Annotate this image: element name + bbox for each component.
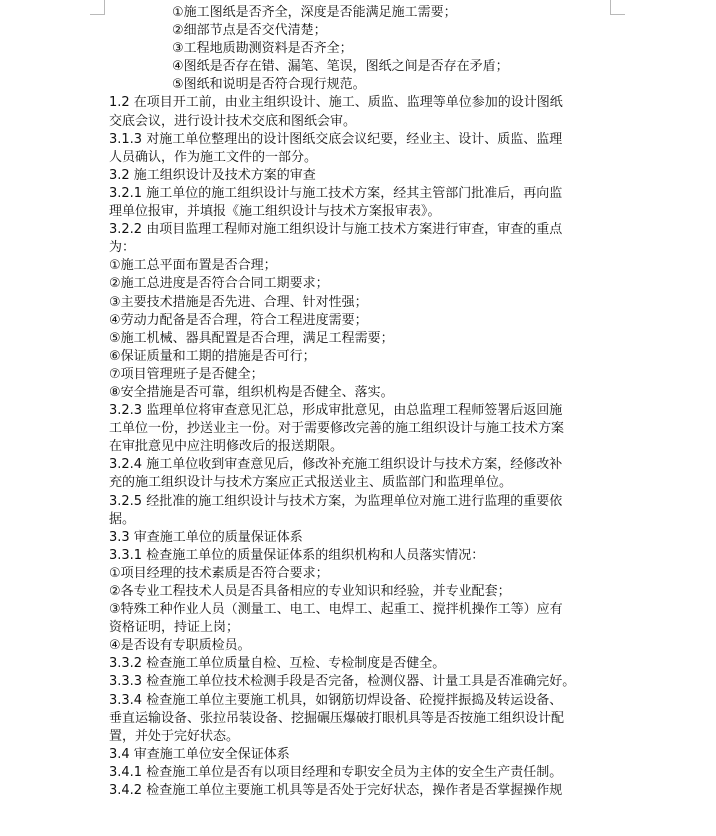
text-line: ④劳动力配备是否合理，符合工程进度需要； — [109, 312, 368, 328]
text-line: ③主要技术措施是否先进、合理、针对性强； — [109, 294, 368, 310]
text-line: ⑤施工机械、器具配置是否合理，满足工程需要； — [109, 330, 394, 346]
text-line: 在审批意见中应注明修改后的报送期限。 — [109, 439, 344, 455]
document-body — [109, 4, 609, 800]
text-line: 资格证明，持证上岗； — [109, 620, 240, 636]
text-line: 3.2.3 监理单位将审查意见汇总，形成审批意见，由总监理工程师签署后返回施 — [109, 403, 563, 419]
text-line: 为： — [109, 240, 136, 256]
text-line: ⑥保证质量和工期的措施是否可行； — [109, 348, 316, 364]
text-line: ④图纸是否存在错、漏笔、笔误，图纸之间是否存在矛盾； — [172, 59, 509, 75]
text-line: 3.2.5 经批准的施工组织设计与技术方案，为监理单位对施工进行监理的重要依 — [109, 493, 563, 509]
text-line: ⑧安全措施是否可靠，组织机构是否健全、落实。 — [109, 384, 394, 400]
text-line: 3.4.2 检查施工单位主要施工机具等是否处于完好状态，操作者是否掌握操作规 — [109, 783, 563, 799]
text-line: 3.3 审查施工单位的质量保证体系 — [109, 529, 303, 545]
margin-corner-mark-right — [610, 0, 625, 15]
text-line: 置，并处于完好状态。 — [109, 728, 240, 744]
text-line: ②施工总进度是否符合合同工期要求； — [109, 276, 329, 292]
text-line: 3.3.2 检查施工单位质量自检、互检、专检制度是否健全。 — [109, 656, 446, 672]
text-line: ①施工图纸是否齐全，深度是否能满足施工需要； — [172, 5, 457, 20]
text-line: 3.2.2 由项目监理工程师对施工组织设计与施工技术方案进行审查，审查的重点 — [109, 222, 563, 238]
text-line: ②细部节点是否交代清楚； — [172, 23, 327, 39]
text-line: 人员确认，作为施工文件的一部分。 — [109, 149, 318, 165]
text-line: 理单位报审，并填报《施工组织设计与技术方案报审表》。 — [109, 204, 441, 220]
text-line: 3.4.1 检查施工单位是否有以项目经理和专职安全员为主体的安全生产责任制。 — [109, 764, 563, 780]
text-line: 据。 — [109, 511, 136, 527]
text-line: 垂直运输设备、张拉吊装设备、挖掘碾压爆破打眼机具等是否按施工组织设计配 — [109, 710, 565, 726]
text-line: ①项目经理的技术素质是否符合要求； — [109, 565, 329, 581]
text-line: 3.2 施工组织设计及技术方案的审查 — [109, 167, 316, 183]
margin-corner-mark-left — [90, 0, 105, 15]
text-line: 3.3.1 检查施工单位的质量保证体系的组织机构和人员落实情况： — [109, 547, 485, 563]
text-line: ⑤图纸和说明是否符合现行规范。 — [172, 77, 366, 93]
text-line: ⑦项目管理班子是否健全； — [109, 366, 264, 382]
text-line: ②各专业工程技术人员是否具备相应的专业知识和经验，并专业配套； — [109, 584, 511, 599]
text-line: 3.4 审查施工单位安全保证体系 — [109, 746, 290, 762]
text-line: ④是否设有专职质检员。 — [109, 638, 251, 654]
text-line: ③特殊工种作业人员（测量工、电工、电焊工、起重工、搅拌机操作工等）应有 — [109, 602, 563, 618]
text-line: ①施工总平面布置是否合理； — [109, 258, 277, 274]
text-line: ③工程地质勘测资料是否齐全； — [172, 41, 353, 57]
text-line: 充的施工组织设计与技术方案应正式报送业主、质监部门和监理单位。 — [109, 475, 513, 491]
text-line: 3.2.1 施工单位的施工组织设计与施工技术方案，经其主管部门批准后，再向监 — [109, 185, 563, 201]
text-line: 3.3.4 检查施工单位主要施工机具，如钢筋切焊设备、砼搅拌振捣及转运设备、 — [109, 692, 563, 708]
text-line: 工单位一份，抄送业主一份。对于需要修改完善的施工组织设计与施工技术方案 — [109, 421, 565, 437]
text-line: 1.2 在项目开工前，由业主组织设计、施工、质监、监理等单位参加的设计图纸 — [109, 95, 563, 111]
text-line: 3.3.3 检查施工单位技术检测手段是否完备，检测仪器、计量工具是否准确完好。 — [109, 674, 576, 690]
text-line: 交底会议，进行设计技术交底和图纸会审。 — [109, 113, 357, 129]
text-line: 3.2.4 施工单位收到审查意见后，修改补充施工组织设计与技术方案，经修改补 — [109, 457, 563, 473]
text-line: 3.1.3 对施工单位整理出的设计图纸交底会议纪要，经业主、设计、质监、监理 — [109, 131, 563, 147]
